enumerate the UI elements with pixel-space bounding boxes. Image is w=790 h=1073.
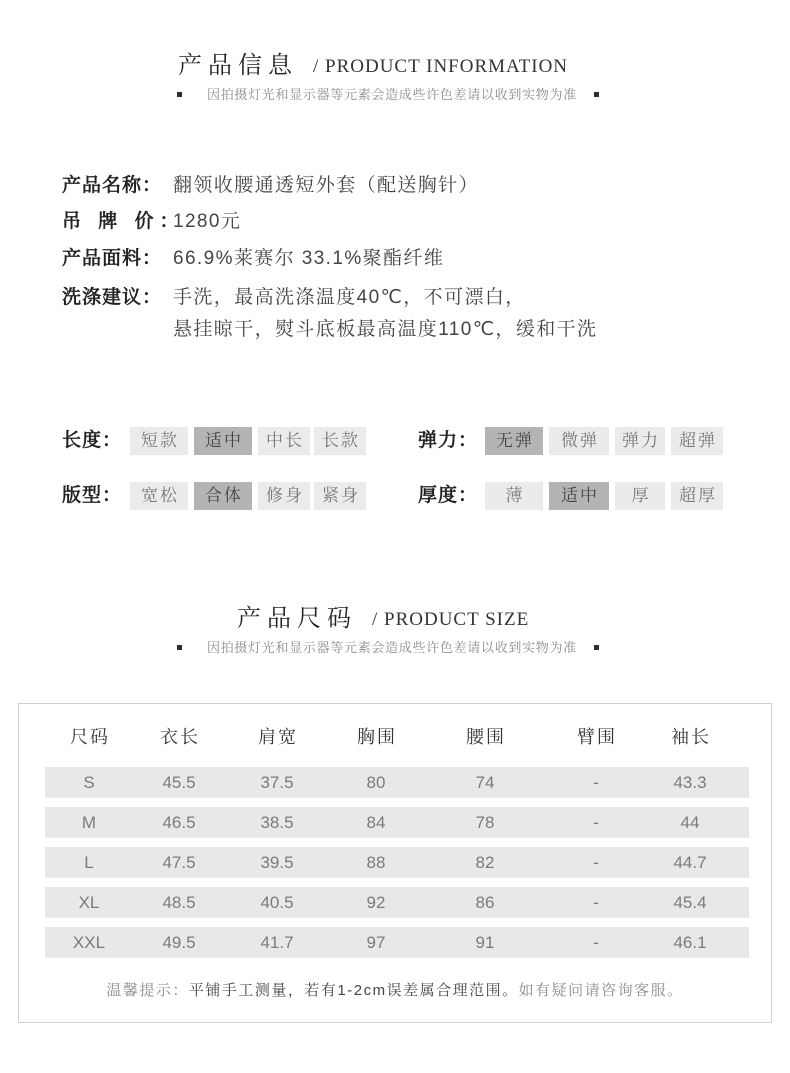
info-color-notice: 因拍摄灯光和显示器等元素会造成些许色差请以收到实物为准 xyxy=(207,87,577,102)
option-chip: 微弹 xyxy=(549,427,609,455)
table-row xyxy=(45,807,749,838)
table-cell: - xyxy=(593,893,599,912)
table-row xyxy=(45,887,749,918)
table-cell: 97 xyxy=(366,933,386,952)
care-label: 洗涤建议： xyxy=(62,287,163,308)
product-name-label: 产品名称： xyxy=(62,175,163,196)
table-cell: 45.4 xyxy=(673,893,707,912)
table-cell: 45.5 xyxy=(162,773,196,792)
header-cell-shoulder: 肩宽 xyxy=(258,727,298,747)
attribute-elasticity xyxy=(418,427,728,455)
fabric-value: 66.9%莱赛尔 33.1%聚酯纤维 xyxy=(173,248,445,269)
attribute-label: 弹力： xyxy=(418,430,479,451)
table-cell: 86 xyxy=(475,893,495,912)
tip-label: 温馨提示： xyxy=(106,982,189,999)
table-cell: XXL xyxy=(72,933,106,952)
attribute-label: 长度： xyxy=(62,430,123,451)
info-section-title-en: / PRODUCT INFORMATION xyxy=(313,56,569,77)
option-chip: 弹力 xyxy=(615,427,665,455)
option-chip: 修身 xyxy=(258,482,310,510)
option-chip: 超厚 xyxy=(671,482,723,510)
table-cell: M xyxy=(81,813,97,832)
table-row xyxy=(45,767,749,798)
option-chip: 宽松 xyxy=(130,482,188,510)
attribute-label: 版型： xyxy=(62,485,123,506)
table-cell: 46.5 xyxy=(162,813,196,832)
option-chip: 中长 xyxy=(258,427,310,455)
table-cell: 84 xyxy=(366,813,386,832)
size-color-notice: 因拍摄灯光和显示器等元素会造成些许色差请以收到实物为准 xyxy=(207,640,577,655)
option-chip: 厚 xyxy=(615,482,665,510)
square-bullet-icon xyxy=(594,92,599,97)
header-cell-size: 尺码 xyxy=(70,727,110,747)
fabric-row xyxy=(62,245,722,273)
square-bullet-icon xyxy=(177,92,182,97)
table-cell: - xyxy=(593,853,599,872)
size-table xyxy=(18,703,772,1023)
square-bullet-icon xyxy=(177,645,182,650)
attribute-thickness xyxy=(418,482,728,510)
table-cell: 39.5 xyxy=(260,853,294,872)
table-cell: 43.3 xyxy=(673,773,707,792)
option-chip: 适中 xyxy=(549,482,609,510)
header-cell-arm: 臂围 xyxy=(577,727,617,747)
attribute-length xyxy=(62,427,372,455)
care-value-line-2: 悬挂晾干，熨斗底板最高温度110℃，缓和干洗 xyxy=(173,319,598,340)
table-cell: 44 xyxy=(680,813,700,832)
price-label: 吊 牌 价： xyxy=(62,211,185,232)
table-cell: 49.5 xyxy=(162,933,196,952)
attribute-fit xyxy=(62,482,372,510)
option-chip: 适中 xyxy=(194,427,252,455)
size-section-title-cn: 产品尺码 xyxy=(237,605,357,632)
option-chip: 短款 xyxy=(130,427,188,455)
table-cell: 78 xyxy=(475,813,495,832)
option-chip: 合体 xyxy=(194,482,252,510)
table-cell: - xyxy=(593,813,599,832)
table-cell: L xyxy=(84,853,94,872)
option-chip: 长款 xyxy=(314,427,366,455)
care-value-line-1: 手洗，最高洗涤温度40℃，不可漂白， xyxy=(173,287,526,308)
info-section-title-cn: 产品信息 xyxy=(178,52,298,79)
size-section-title-en: / PRODUCT SIZE xyxy=(372,609,530,630)
option-chip: 紧身 xyxy=(314,482,366,510)
product-name-value: 翻领收腰通透短外套（配送胸针） xyxy=(173,175,480,196)
header-cell-sleeve: 袖长 xyxy=(671,727,711,747)
header-cell-length: 衣长 xyxy=(160,727,200,747)
attribute-label: 厚度： xyxy=(418,485,479,506)
product-name-row xyxy=(62,172,722,200)
table-cell: 37.5 xyxy=(260,773,294,792)
table-row xyxy=(45,927,749,958)
tip-main-text: 平铺手工测量，若有1-2cm误差属合理范围。 xyxy=(188,982,519,999)
table-cell: 40.5 xyxy=(260,893,294,912)
care-row xyxy=(62,284,722,312)
table-cell: 47.5 xyxy=(162,853,196,872)
table-cell: 80 xyxy=(366,773,386,792)
option-chip: 薄 xyxy=(485,482,543,510)
table-row xyxy=(45,847,749,878)
table-cell: 38.5 xyxy=(260,813,294,832)
table-cell: 74 xyxy=(475,773,495,792)
measurement-tip xyxy=(19,979,771,1003)
square-bullet-icon xyxy=(594,645,599,650)
price-value: 1280元 xyxy=(173,211,242,232)
table-cell: 88 xyxy=(366,853,386,872)
table-cell: 92 xyxy=(366,893,386,912)
fabric-label: 产品面料： xyxy=(62,248,163,269)
table-cell: - xyxy=(593,773,599,792)
table-cell: 41.7 xyxy=(260,933,294,952)
table-cell: 44.7 xyxy=(673,853,707,872)
size-table-header xyxy=(45,725,749,749)
table-cell: S xyxy=(83,773,95,792)
option-chip: 无弹 xyxy=(485,427,543,455)
care-row-continued xyxy=(62,316,722,344)
header-cell-waist: 腰围 xyxy=(466,727,506,747)
table-cell: XL xyxy=(78,893,100,912)
table-cell: 91 xyxy=(475,933,495,952)
price-row xyxy=(62,208,722,236)
option-chip: 超弹 xyxy=(671,427,723,455)
table-cell: 82 xyxy=(475,853,495,872)
table-cell: 48.5 xyxy=(162,893,196,912)
tip-contact-text: 如有疑问请咨询客服。 xyxy=(518,982,684,999)
table-cell: - xyxy=(593,933,599,952)
table-cell: 46.1 xyxy=(673,933,707,952)
header-cell-bust: 胸围 xyxy=(357,727,397,747)
